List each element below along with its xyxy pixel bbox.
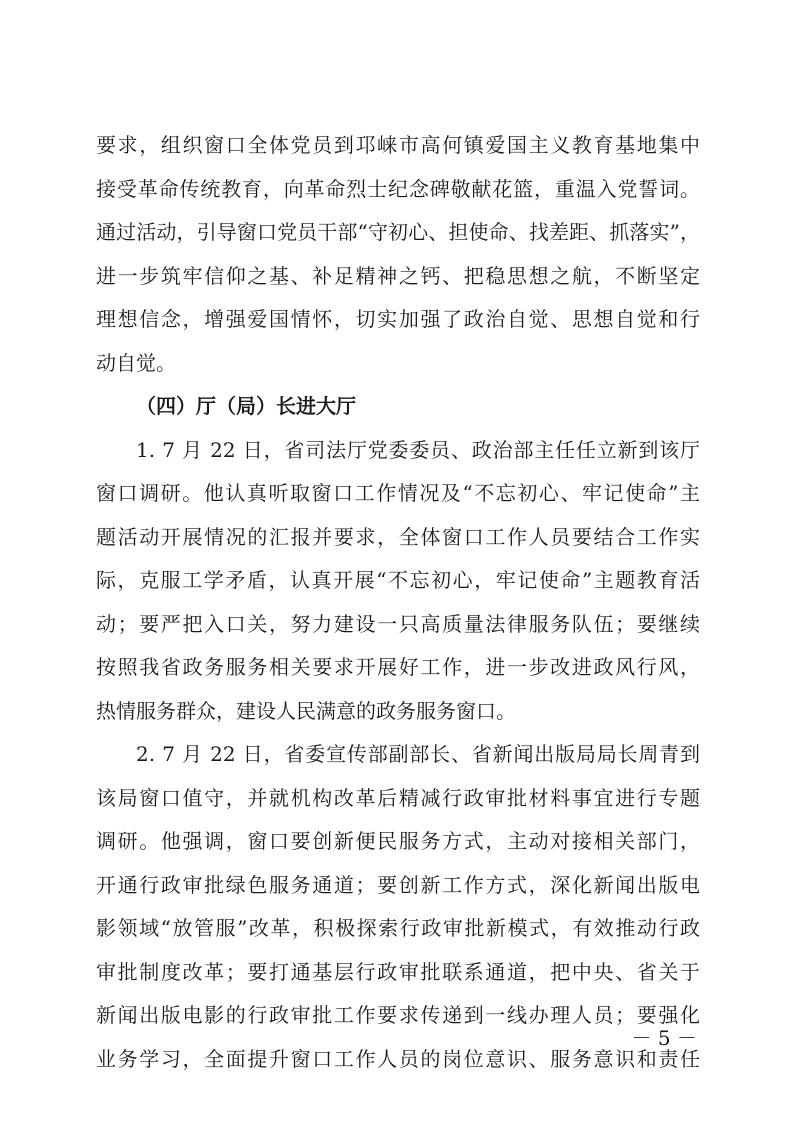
text-line: 该局窗口值守，并就机构改革后精减行政审批材料事宜进行专题: [96, 785, 700, 810]
paragraph-item-1: [96, 429, 700, 734]
paragraph-intro: [96, 124, 700, 385]
document-body: [96, 124, 700, 1081]
paragraph-item-2: [96, 733, 700, 1081]
text-line: 际，克服工学矛盾，认真开展“不忘初心，牢记使命”主题教育活: [96, 568, 700, 592]
text-line: 进一步筑牢信仰之基、补足精神之钙、把稳思想之航，不断坚定: [96, 263, 700, 288]
text-line: 通过活动，引导窗口党员干部“守初心、担使命、找差距、抓落实”，: [96, 220, 700, 244]
text-line: 题活动开展情况的汇报并要求，全体窗口工作人员要结合工作实: [96, 524, 700, 549]
text-line: 业务学习，全面提升窗口工作人员的岗位意识、服务意识和责任: [96, 1046, 700, 1071]
text-line: 影领域“放管服”改革，积极探索行政审批新模式，有效推动行政: [96, 916, 700, 940]
text-line: 按照我省政务服务相关要求开展好工作，进一步改进政风行风，: [96, 655, 700, 679]
text-line: 要求，组织窗口全体党员到邛崃市高何镇爱国主义教育基地集中: [96, 133, 700, 157]
text-line: 理想信念，增强爱国情怀，切实加强了政治自觉、思想自觉和行: [96, 307, 700, 331]
text-line: 接受革命传统教育，向革命烈士纪念碑敬献花篮，重温入党誓词。: [96, 176, 700, 201]
page-number: － 5 －: [631, 1026, 697, 1050]
section-heading: （四）厅（局）长进大厅: [136, 394, 356, 418]
text-line: 审批制度改革；要打通基层行政审批联系通道，把中央、省关于: [96, 959, 700, 984]
text-line: 开通行政审批绿色服务通道；要创新工作方式，深化新闻出版电: [96, 872, 700, 897]
text-line: 1. 7 月 22 日，省司法厅党委委员、政治部主任任立新到该厅: [136, 437, 700, 462]
text-line: 新闻出版电影的行政审批工作要求传递到一线办理人员；要强化: [96, 1003, 700, 1027]
text-line: 调研。他强调，窗口要创新便民服务方式，主动对接相关部门，: [96, 829, 700, 853]
text-line: 动；要严把入口关，努力建设一只高质量法律服务队伍；要继续: [96, 611, 700, 636]
text-line: 动自觉。: [96, 350, 176, 375]
text-line: 窗口调研。他认真听取窗口工作情况及“不忘初心、牢记使命”主: [96, 481, 700, 505]
text-line: 热情服务群众，建设人民满意的政务服务窗口。: [96, 698, 516, 723]
text-line: 2. 7 月 22 日，省委宣传部副部长、省新闻出版局局长周青到: [136, 742, 700, 766]
